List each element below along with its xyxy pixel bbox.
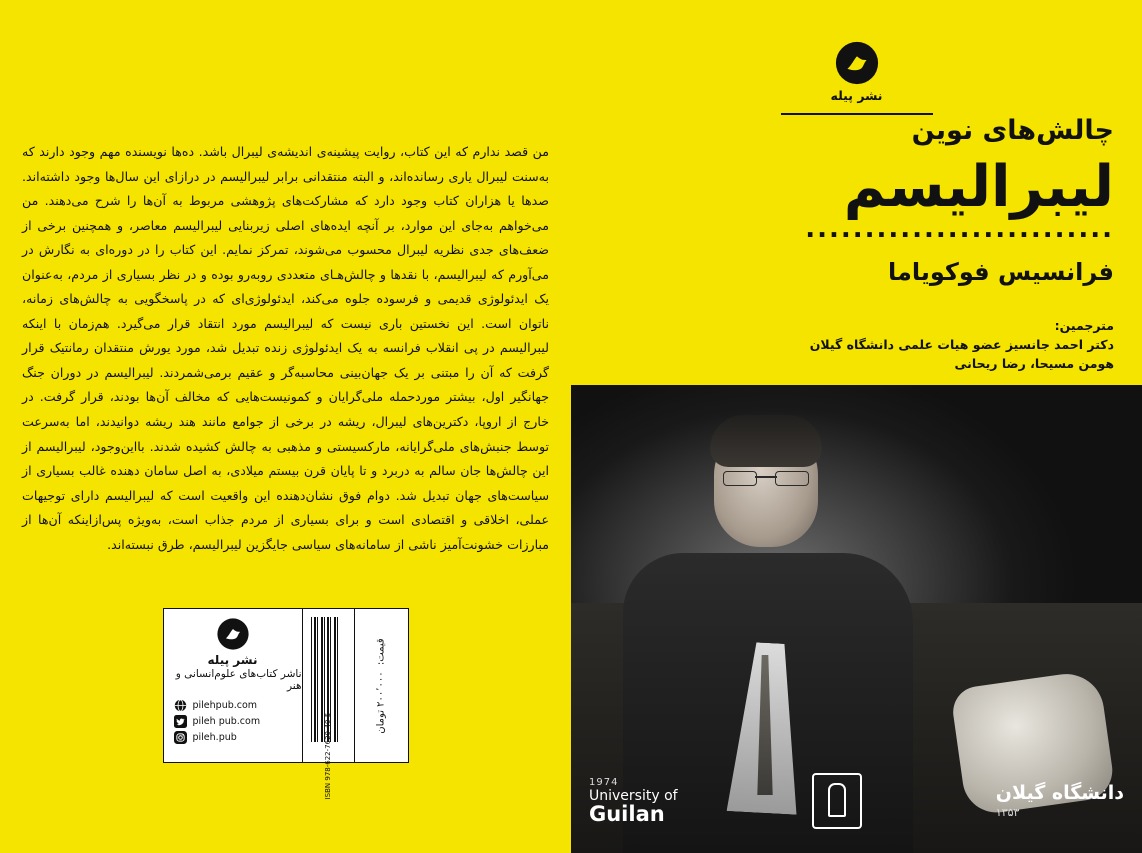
glasses-icon xyxy=(723,471,809,484)
publisher-name: نشر پیله xyxy=(207,653,258,667)
contact-twitter[interactable] xyxy=(174,715,292,728)
university-name-en xyxy=(589,777,678,826)
page-title: لیبرالیسم xyxy=(843,154,1114,221)
contact-website-text: pilehpub.com xyxy=(192,700,258,711)
university-en-line2: Guilan xyxy=(589,802,665,827)
university-logo-block xyxy=(589,773,1124,829)
subtitle: چالش‌های نوین xyxy=(911,115,1114,146)
price-value: ۲۰۰٬۰۰۰ تومان xyxy=(375,670,387,734)
contact-instagram[interactable] xyxy=(174,731,292,744)
university-year-en: 1974 xyxy=(589,776,619,788)
price-label: قیمت: ۲۰۰٬۰۰۰ تومان xyxy=(375,637,387,734)
bird-emblem-icon xyxy=(216,617,250,651)
translator-1: دکتر احمد جانسیز عضو هیات علمی دانشگاه گیلان xyxy=(809,337,1114,352)
publisher-name: نشر پیله xyxy=(830,88,883,103)
university-fa-year: ۱۳۵۳ xyxy=(995,805,1020,819)
contact-instagram-text: pileh.pub xyxy=(192,732,237,743)
title-block xyxy=(599,115,1114,286)
publisher-contacts xyxy=(164,699,302,744)
university-name-fa xyxy=(996,783,1124,819)
publisher-logo-block xyxy=(571,40,1142,115)
university-emblem-icon xyxy=(812,773,862,829)
university-fa-line1: دانشگاه گیلان xyxy=(995,782,1124,805)
back-cover-blurb xyxy=(22,140,549,557)
university-en-line1: University of xyxy=(589,787,678,804)
twitter-icon xyxy=(174,715,187,728)
price-panel xyxy=(354,609,408,762)
front-cover xyxy=(571,0,1142,853)
blurb-paragraph: من قصد ندارم که این کتاب، روایت پیشینه‌ی اندیشه‌ی لیبرال باشد. ده‌ها نویسنده مهم وجود دارند که به‌سنت لیبرال یاری رسانده‌اند، و البته منتقدانی برابر لیبرالیسم در درازای این سال‌ها وجود داشته‌اند. صدها یا هزاران کتاب وجود دارد که مشارکت‌های پژوهشی مربوط به آن‌ها را شرح می‌دهند. من می‌خواهم به‌جای این موارد، بر آنچه ایده‌های اصلی زیربنایی لیبرالیسم معاصر، و همچنین برخی از ضعف‌های جدی نظریه لیبرال محسوب می‌شوند، تمرکز نمایم. این کتاب را در دوره‌ای به نگارش در می‌آورم که لیبرالیسم، با نقدها و چالش‌هـای متعددی روبه‌رو بوده و در نظر بسیاری از مردم، به‌عنوان یک ایدئولوژی قدیمی و فرسوده جلوه می‌کند، ایدئولوژی‌ای که در پاسخگویی به چالش‌های زمانه، ناتوان است. این نخستین باری نیست که لیبرالیسم مورد انتقاد قرار می‌گیرد. هم‌زمان با اینکه لیبرالیسم در پی انقلاب فرانسه به یک ایدئولوژی زنده تبدیل شد، مورد یورش منتقدان رمانتیک قرار گرفت که آن را مبتنی بر یک جهان‌بینی محاسبه‌گر و عقیم برمی‌شمردند. لیبرالیسم در دوران جنگ جهانگیر اول، بیشتر مورد‌حمله ملی‌گرایان و کمونیست‌هایی که مخالف آن‌ها بودند، قرار گرفت. در خارج از اروپا، دکترین‌های لیبرال، ریشه در برخی از جوامع مانند هند ریشه دوانیدند، اما به‌سرعت توسط جنبش‌های ملی‌گرایانه، مارکسیستی و مذهبی به چالش کشیده شدند. بااین‌وجود، لیبرالیسم از این چالش‌ها جان سالم به دربرد و تا پایان قرن بیستم میلادی، به اصل سامان دهنده غالب بسیاری از سیاست‌های جهان تبدیل شد. دوام فوق نشان‌دهنده این واقعیت است که لیبرالیسم دارای توجیهات عملی، اخلاقی و اقتصادی است و برای بسیاری از مردم جذاب است، به‌ویژه پس‌ازاینکه آن‌ها از مبارزات خشونت‌آمیز ناشی از سامانه‌های سیاسی جایگزین لیبرالیسم، طرق نبسته‌اند. xyxy=(22,144,549,552)
translator-2: هومن مسیحا، رضا ریحانی xyxy=(954,356,1114,371)
publisher-panel xyxy=(164,609,302,762)
figure-hair xyxy=(710,415,822,467)
isbn-barcode-box xyxy=(163,608,409,800)
author-photograph xyxy=(571,385,1142,853)
title-dot-rule: .......................... xyxy=(805,213,1114,244)
instagram-icon xyxy=(174,731,187,744)
translators-label: مترجمین: xyxy=(1054,318,1114,333)
barcode-panel xyxy=(302,609,354,800)
contact-website[interactable] xyxy=(174,699,292,712)
publisher-description: ناشر کتاب‌های علوم‌انسانی و هنر xyxy=(175,668,302,692)
author-name: فرانسیس فوکویاما xyxy=(887,257,1114,286)
translators-block xyxy=(599,318,1114,371)
globe-icon xyxy=(174,699,187,712)
isbn-number: ISBN 978-622-7620-40-5 xyxy=(324,712,332,800)
bird-emblem-icon xyxy=(834,40,880,86)
contact-twitter-text: pileh pub.com xyxy=(192,716,261,727)
